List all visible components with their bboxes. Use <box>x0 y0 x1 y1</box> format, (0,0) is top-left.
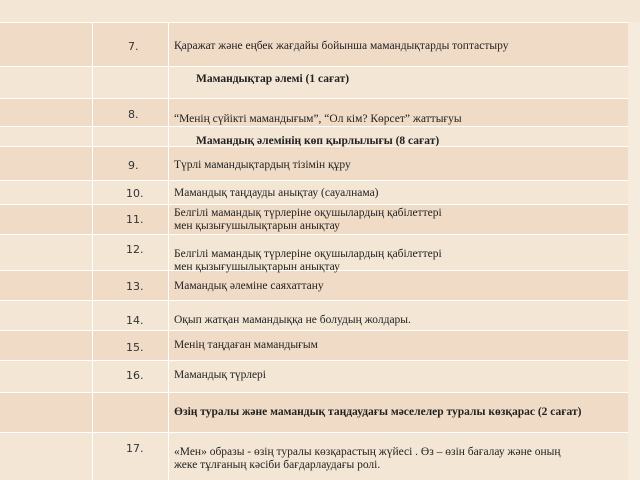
row-divider <box>0 22 628 23</box>
row-text-line1: Белгілі мамандық түрлеріне оқушылардың қабілеттері <box>174 248 442 260</box>
row-text-line1: Белгілі мамандық түрлеріне оқушылардың қабілеттері <box>174 207 442 219</box>
section-heading: Мамандықтар әлемі (1 сағат) <box>196 73 350 85</box>
row-divider <box>0 234 628 235</box>
row-number: 14. <box>126 314 144 327</box>
row-number: 15. <box>126 341 144 354</box>
row-divider <box>0 66 628 67</box>
row-number: 16. <box>126 369 144 382</box>
row-divider <box>0 126 628 127</box>
row-text-line2: мен қызығушылықтарын анықтау <box>174 220 340 232</box>
row-divider <box>0 330 628 331</box>
section-heading: Мамандық әлемінің көп қырлылығы (8 сағат) <box>196 135 440 147</box>
column-divider <box>168 22 169 480</box>
row-number: 8. <box>128 108 139 121</box>
header-title: Қаражат және еңбек жағдайы бойынша мамандықтарды топтастыру <box>174 40 509 52</box>
row-text: Мамандық таңдауды анықтау (сауалнама) <box>174 187 379 199</box>
row-divider <box>0 392 628 393</box>
column-divider <box>92 22 93 480</box>
row-number: 9. <box>128 159 139 172</box>
row-text: “Менің сүйікті мамандығым”, “Ол кім? Көрсет” жаттығуы <box>174 113 462 125</box>
row-text: Мамандық әлеміне саяхаттану <box>174 280 324 292</box>
row-number: 7. <box>128 40 139 53</box>
row-text: Мамандық түрлері <box>174 369 266 381</box>
row-number: 11. <box>126 213 144 226</box>
row-text: Менің таңдаған мамандығым <box>174 339 318 351</box>
row-divider <box>0 180 628 181</box>
row-text-line2: жеке тұлғаның кәсіби бағдарлаудағы ролі. <box>174 459 381 471</box>
section-heading: Өзің туралы және мамандық таңдаудағы мәселелер туралы көзқарас (2 сағат) <box>174 406 582 418</box>
row-divider <box>0 360 628 361</box>
row-divider <box>0 300 628 301</box>
row-number: 12. <box>126 243 144 256</box>
row-divider <box>0 432 628 433</box>
row-divider <box>0 98 628 99</box>
row-text-line2: мен қызығушылықтарын анықтау <box>174 261 340 273</box>
row-text-line1: «Мен» образы - өзің туралы көзқарастың жүйесі . Өз – өзін бағалау және оның <box>174 446 561 458</box>
row-number: 10. <box>126 187 144 200</box>
row-divider <box>0 204 628 205</box>
row-text: Түрлі мамандықтардың тізімін құру <box>174 159 351 171</box>
row-number: 17. <box>126 442 144 455</box>
row-number: 13. <box>126 280 144 293</box>
page-edge <box>628 22 640 480</box>
row-text: Оқып жатқан мамандыққа не болудың жолдары. <box>174 314 411 326</box>
